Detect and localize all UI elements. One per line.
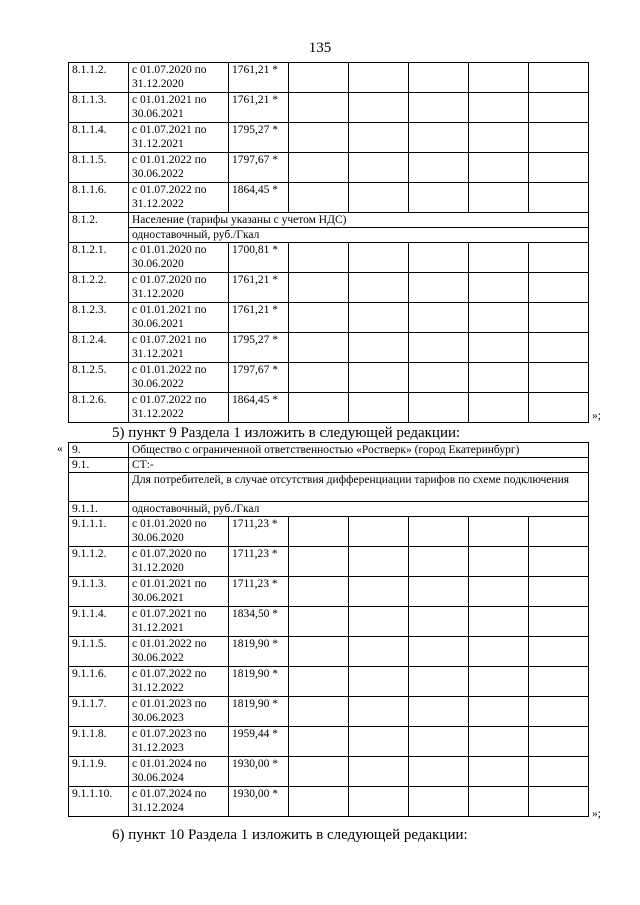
row-period — [129, 123, 229, 153]
table-row — [69, 517, 589, 547]
empty-cell — [529, 153, 589, 183]
empty-cell — [349, 333, 409, 363]
empty-cell — [289, 273, 349, 303]
period-end: 30.06.2024 — [132, 772, 184, 784]
empty-cell — [289, 153, 349, 183]
header-code: 9.1. — [69, 458, 129, 473]
empty-cell — [469, 273, 529, 303]
empty-cell — [289, 517, 349, 547]
empty-cell — [289, 727, 349, 757]
empty-cell — [349, 273, 409, 303]
period-end: 31.12.2020 — [132, 562, 184, 574]
empty-cell — [529, 577, 589, 607]
empty-cell — [289, 637, 349, 667]
empty-cell — [529, 547, 589, 577]
row-code: 9.1.1.4. — [69, 607, 129, 637]
empty-cell — [529, 667, 589, 697]
table-row — [69, 757, 589, 787]
table-row — [69, 727, 589, 757]
row-period — [129, 363, 229, 393]
row-code: 9.1.1.5. — [69, 637, 129, 667]
row-period — [129, 607, 229, 637]
empty-cell — [529, 333, 589, 363]
row-code: 9.1.1.10. — [69, 787, 129, 817]
empty-cell — [349, 757, 409, 787]
period-end: 31.12.2020 — [132, 78, 184, 90]
period-end: 31.12.2023 — [132, 742, 184, 754]
empty-cell — [469, 667, 529, 697]
empty-cell — [469, 787, 529, 817]
header-row — [69, 473, 589, 502]
row-code: 9.1.1.1. — [69, 517, 129, 547]
empty-cell — [409, 243, 469, 273]
period-start: с 01.01.2021 по — [132, 94, 207, 106]
empty-cell — [409, 363, 469, 393]
empty-cell — [409, 697, 469, 727]
row-period — [129, 303, 229, 333]
row-value: 1795,27 * — [229, 333, 289, 363]
row-period — [129, 667, 229, 697]
empty-cell — [529, 363, 589, 393]
empty-cell — [529, 757, 589, 787]
empty-cell — [349, 517, 409, 547]
period-start: с 01.01.2020 по — [132, 244, 207, 256]
empty-cell — [469, 547, 529, 577]
empty-cell — [409, 63, 469, 93]
empty-cell — [409, 757, 469, 787]
empty-cell — [529, 517, 589, 547]
empty-cell — [469, 517, 529, 547]
period-start: с 01.07.2021 по — [132, 124, 207, 136]
closing-quote-1: »; — [592, 410, 601, 422]
row-code: 8.1.2.5. — [69, 363, 129, 393]
row-period — [129, 243, 229, 273]
table-row — [69, 577, 589, 607]
empty-cell — [289, 363, 349, 393]
row-code: 8.1.2.2. — [69, 273, 129, 303]
row-period — [129, 517, 229, 547]
row-period — [129, 183, 229, 213]
empty-cell — [289, 333, 349, 363]
empty-cell — [349, 607, 409, 637]
table-row — [69, 123, 589, 153]
empty-cell — [469, 183, 529, 213]
period-end: 30.06.2022 — [132, 378, 184, 390]
period-end: 30.06.2021 — [132, 592, 184, 604]
empty-cell — [349, 727, 409, 757]
empty-cell — [469, 333, 529, 363]
paragraph-6: 6) пункт 10 Раздела 1 изложить в следующей редакции: — [112, 827, 468, 843]
period-end: 31.12.2022 — [132, 198, 184, 210]
period-end: 31.12.2021 — [132, 348, 184, 360]
row-period — [129, 547, 229, 577]
empty-cell — [529, 727, 589, 757]
table-row — [69, 303, 589, 333]
table-row — [69, 363, 589, 393]
row-code: 8.1.2.3. — [69, 303, 129, 333]
empty-cell — [409, 517, 469, 547]
row-code: 8.1.1.2. — [69, 63, 129, 93]
period-end: 30.06.2022 — [132, 168, 184, 180]
empty-cell — [349, 93, 409, 123]
row-value: 1711,23 * — [229, 577, 289, 607]
table-row — [69, 667, 589, 697]
empty-cell — [349, 243, 409, 273]
empty-cell — [409, 727, 469, 757]
row-period — [129, 637, 229, 667]
empty-cell — [529, 123, 589, 153]
empty-cell — [469, 363, 529, 393]
empty-cell — [289, 667, 349, 697]
period-start: с 01.07.2023 по — [132, 728, 207, 740]
empty-cell — [349, 697, 409, 727]
row-value: 1930,00 * — [229, 787, 289, 817]
period-end: 30.06.2023 — [132, 712, 184, 724]
period-end: 30.06.2020 — [132, 258, 184, 270]
row-value: 1930,00 * — [229, 757, 289, 787]
tariff-table-9 — [68, 442, 589, 817]
empty-cell — [289, 393, 349, 423]
header-text: СТ:- — [129, 458, 589, 473]
empty-cell — [349, 637, 409, 667]
period-start: с 01.07.2022 по — [132, 394, 207, 406]
row-period — [129, 333, 229, 363]
table-row — [69, 183, 589, 213]
empty-cell — [469, 757, 529, 787]
period-start: с 01.07.2022 по — [132, 184, 207, 196]
empty-cell — [529, 183, 589, 213]
row-value: 1864,45 * — [229, 183, 289, 213]
empty-cell — [289, 183, 349, 213]
row-value: 1761,21 * — [229, 93, 289, 123]
empty-cell — [409, 303, 469, 333]
period-start: с 01.01.2021 по — [132, 578, 207, 590]
empty-cell — [289, 303, 349, 333]
empty-cell — [409, 93, 469, 123]
empty-cell — [349, 63, 409, 93]
row-code: 9.1.1.3. — [69, 577, 129, 607]
row-value: 1819,90 * — [229, 667, 289, 697]
period-end: 31.12.2022 — [132, 408, 184, 420]
empty-cell — [409, 333, 469, 363]
empty-cell — [289, 607, 349, 637]
header-code: 9.1.1. — [69, 502, 129, 517]
empty-cell — [349, 303, 409, 333]
row-value: 1761,21 * — [229, 273, 289, 303]
empty-cell — [349, 123, 409, 153]
empty-cell — [349, 363, 409, 393]
empty-cell — [529, 637, 589, 667]
empty-cell — [469, 577, 529, 607]
table-row — [69, 153, 589, 183]
row-value: 1819,90 * — [229, 637, 289, 667]
row-period — [129, 93, 229, 123]
period-start: с 01.07.2024 по — [132, 788, 207, 800]
period-start: с 01.07.2021 по — [132, 608, 207, 620]
empty-cell — [469, 243, 529, 273]
period-end: 31.12.2024 — [132, 802, 184, 814]
table-row — [69, 393, 589, 423]
empty-cell — [349, 787, 409, 817]
empty-cell — [409, 667, 469, 697]
row-code: 9.1.1.2. — [69, 547, 129, 577]
empty-cell — [469, 727, 529, 757]
empty-cell — [469, 607, 529, 637]
row-value: 1797,67 * — [229, 363, 289, 393]
row-period — [129, 273, 229, 303]
row-code: 9.1.1.8. — [69, 727, 129, 757]
row-code: 8.1.2.6. — [69, 393, 129, 423]
paragraph-5: 5) пункт 9 Раздела 1 изложить в следующей редакции: — [112, 425, 461, 441]
row-code: 8.1.1.3. — [69, 93, 129, 123]
table-row — [69, 607, 589, 637]
row-code: 9.1.1.9. — [69, 757, 129, 787]
empty-cell — [469, 393, 529, 423]
period-end: 31.12.2021 — [132, 138, 184, 150]
row-value: 1711,23 * — [229, 547, 289, 577]
empty-cell — [289, 123, 349, 153]
row-value: 1761,21 * — [229, 303, 289, 333]
period-start: с 01.07.2020 по — [132, 274, 207, 286]
empty-cell — [529, 243, 589, 273]
period-end: 30.06.2021 — [132, 318, 184, 330]
empty-cell — [409, 183, 469, 213]
empty-cell — [349, 153, 409, 183]
header-text: одноставочный, руб./Гкал — [129, 502, 589, 517]
period-end: 31.12.2020 — [132, 288, 184, 300]
header-text: Для потребителей, в случае отсутствия дифференциации тарифов по схеме подключения — [129, 473, 589, 502]
empty-cell — [289, 757, 349, 787]
empty-cell — [529, 393, 589, 423]
empty-cell — [289, 787, 349, 817]
empty-cell — [289, 243, 349, 273]
row-value: 1797,67 * — [229, 153, 289, 183]
empty-cell — [409, 607, 469, 637]
table-row — [69, 333, 589, 363]
row-code: 8.1.1.5. — [69, 153, 129, 183]
period-start: с 01.07.2020 по — [132, 548, 207, 560]
row-period — [129, 393, 229, 423]
empty-cell — [289, 577, 349, 607]
section-subrow — [69, 228, 589, 243]
row-value: 1959,44 * — [229, 727, 289, 757]
row-period — [129, 787, 229, 817]
period-start: с 01.01.2020 по — [132, 518, 207, 530]
header-code — [69, 473, 129, 502]
empty-cell — [409, 153, 469, 183]
empty-cell — [529, 607, 589, 637]
empty-cell — [529, 303, 589, 333]
period-end: 30.06.2021 — [132, 108, 184, 120]
empty-cell — [289, 547, 349, 577]
period-start: с 01.01.2022 по — [132, 364, 207, 376]
table-row — [69, 697, 589, 727]
period-end: 31.12.2022 — [132, 682, 184, 694]
row-code: 8.1.2.4. — [69, 333, 129, 363]
row-period — [129, 153, 229, 183]
empty-cell — [409, 637, 469, 667]
empty-cell — [289, 697, 349, 727]
row-value: 1700,81 * — [229, 243, 289, 273]
empty-cell — [469, 153, 529, 183]
row-period — [129, 697, 229, 727]
period-start: с 01.01.2021 по — [132, 304, 207, 316]
period-end: 30.06.2022 — [132, 652, 184, 664]
empty-cell — [409, 273, 469, 303]
closing-quote-2: »; — [592, 808, 601, 820]
empty-cell — [409, 547, 469, 577]
empty-cell — [409, 577, 469, 607]
period-start: с 01.07.2021 по — [132, 334, 207, 346]
row-value: 1795,27 * — [229, 123, 289, 153]
table-row — [69, 637, 589, 667]
empty-cell — [529, 787, 589, 817]
empty-cell — [349, 183, 409, 213]
period-start: с 01.01.2022 по — [132, 638, 207, 650]
empty-cell — [409, 393, 469, 423]
table-row — [69, 243, 589, 273]
empty-cell — [469, 123, 529, 153]
row-period — [129, 757, 229, 787]
empty-cell — [469, 637, 529, 667]
empty-cell — [529, 93, 589, 123]
empty-cell — [289, 63, 349, 93]
empty-cell — [469, 93, 529, 123]
row-period — [129, 727, 229, 757]
row-code: 9.1.1.6. — [69, 667, 129, 697]
opening-quote: « — [57, 443, 63, 455]
row-code: 8.1.1.4. — [69, 123, 129, 153]
page-number: 135 — [308, 40, 332, 56]
section-code: 8.1.2. — [69, 213, 129, 243]
period-end: 30.06.2020 — [132, 532, 184, 544]
empty-cell — [409, 123, 469, 153]
header-text: Общество с ограниченной ответственностью «Ростверк» (город Екатеринбург) — [129, 443, 589, 458]
row-value: 1761,21 * — [229, 63, 289, 93]
tariff-table-8 — [68, 62, 589, 423]
empty-cell — [469, 697, 529, 727]
row-value: 1711,23 * — [229, 517, 289, 547]
table-row — [69, 787, 589, 817]
period-start: с 01.01.2022 по — [132, 154, 207, 166]
empty-cell — [469, 303, 529, 333]
header-row — [69, 458, 589, 473]
header-code: 9. — [69, 443, 129, 458]
section-subtitle: одноставочный, руб./Гкал — [129, 228, 589, 243]
table-row — [69, 93, 589, 123]
empty-cell — [469, 63, 529, 93]
section-row — [69, 213, 589, 228]
row-period — [129, 63, 229, 93]
table-row — [69, 63, 589, 93]
row-value: 1834,50 * — [229, 607, 289, 637]
empty-cell — [409, 787, 469, 817]
row-code: 9.1.1.7. — [69, 697, 129, 727]
section-title: Население (тарифы указаны с учетом НДС) — [129, 213, 589, 228]
empty-cell — [349, 547, 409, 577]
period-start: с 01.07.2022 по — [132, 668, 207, 680]
empty-cell — [529, 63, 589, 93]
empty-cell — [349, 577, 409, 607]
period-start: с 01.07.2020 по — [132, 64, 207, 76]
period-end: 31.12.2021 — [132, 622, 184, 634]
empty-cell — [529, 273, 589, 303]
row-code: 8.1.1.6. — [69, 183, 129, 213]
empty-cell — [349, 393, 409, 423]
row-value: 1819,90 * — [229, 697, 289, 727]
empty-cell — [349, 667, 409, 697]
header-row — [69, 443, 589, 458]
row-period — [129, 577, 229, 607]
period-start: с 01.01.2024 по — [132, 758, 207, 770]
table-row — [69, 273, 589, 303]
table-row — [69, 547, 589, 577]
row-value: 1864,45 * — [229, 393, 289, 423]
period-start: с 01.01.2023 по — [132, 698, 207, 710]
empty-cell — [529, 697, 589, 727]
header-row — [69, 502, 589, 517]
empty-cell — [289, 93, 349, 123]
row-code: 8.1.2.1. — [69, 243, 129, 273]
